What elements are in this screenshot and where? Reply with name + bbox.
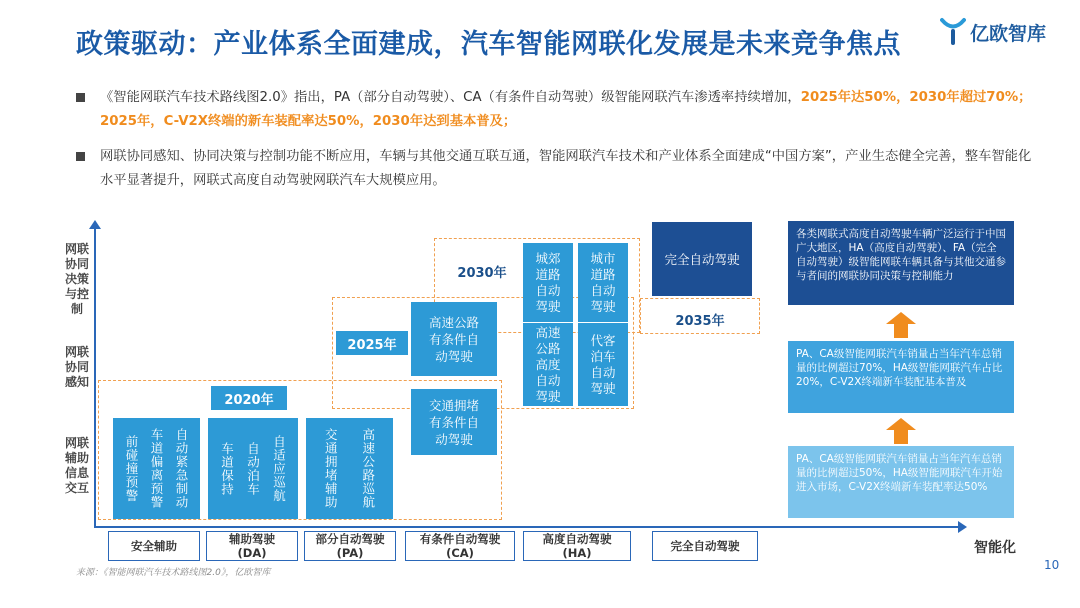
logo-icon (940, 17, 966, 47)
bullet-1 (100, 86, 1040, 134)
source-note: 来源：《智能网联汽车技术路线图2.0》，亿欧智库 (76, 568, 271, 578)
feature-ha-highway-label: 高速公路高度自动驾驶 (535, 324, 561, 404)
bullet-marker (76, 93, 85, 102)
bullet-1-highlight: 2025年达50%，2030年超过70%；2025年，C-V2X终端的新车装配率达50%，2030年达到基本普及； (100, 90, 1032, 129)
page-title: 政策驱动：产业体系全面建成，汽车智能网联化发展是未来竞争焦点 (76, 29, 901, 60)
year-2030: 2030年 (446, 259, 518, 283)
level-da (206, 531, 298, 561)
level-pa (304, 531, 396, 561)
feature-auto-park: 自动泊车 (245, 441, 261, 496)
level-full-auto (652, 531, 758, 561)
up-arrow-icon (886, 418, 916, 444)
y-axis-arrow-icon (89, 220, 101, 229)
feature-highway-cruise: 高速公路巡航 (360, 428, 376, 509)
up-arrow-icon (886, 312, 916, 338)
milestone-2035-box: 各类网联式高度自动驾驶车辆广泛运行于中国广大地区，HA（高度自动驾驶）、FA（完全自动驾驶）级智能网联车辆具备与其他交通参与者间的网联协同决策与控制能力 (788, 221, 1014, 305)
feature-ca-traffic-jam-label: 交通拥堵有条件自动驾驶 (428, 397, 479, 447)
feature-ha-city-label: 城市道路自动驾驶 (590, 250, 616, 314)
milestone-2030-box: PA、CA级智能网联汽车销量占当年汽车总销量的比例超过70%，HA级智能网联汽车占比20%，C-V2X终端新车装配基本普及 (788, 341, 1014, 413)
level-pa-code: (PA) (336, 546, 364, 560)
x-axis-label: 智能化 (974, 540, 1016, 556)
bullet-2-text: 网联协同感知、协同决策与控制功能不断应用，车辆与其他交通互联互通，智能网联汽车技术和产业体系全面建成“中国方案”，产业生态健全完善，整车智能化水平显著提升，网联式高度自动驾驶网联汽车大规模应用。 (100, 149, 1032, 188)
level-safety-assist-label: 安全辅助 (131, 539, 177, 553)
level-safety-assist (108, 531, 200, 561)
feature-lane-departure: 车道偏离预警 (149, 428, 164, 509)
feature-lane-keep: 车道保持 (219, 441, 235, 496)
level-da-label: 辅助驾驶 (229, 532, 275, 546)
level-ca-label: 有条件自动驾驶 (419, 532, 501, 546)
feature-forward-collision: 前碰撞预警 (124, 434, 139, 503)
level-ha-code: (HA) (562, 546, 592, 560)
feature-ca-highway (411, 302, 497, 376)
level-ha (523, 531, 631, 561)
level-ha-label: 高度自动驾驶 (542, 532, 612, 546)
y-label-decision: 网联协同决策与控制 (64, 242, 89, 316)
feature-ha-suburban (523, 243, 573, 322)
page-number: 10 (1044, 558, 1060, 572)
level-ca-code: (CA) (446, 546, 474, 560)
feature-ca-traffic-jam (411, 389, 497, 455)
x-axis-arrow-icon (958, 521, 967, 533)
feature-pa (306, 418, 393, 519)
logo-text: 亿欧智库 (970, 22, 1047, 45)
year-2020: 2020年 (211, 386, 287, 410)
year-2035: 2035年 (664, 307, 736, 331)
feature-ca-highway-label: 高速公路有条件自动驾驶 (428, 314, 479, 364)
level-pa-label: 部分自动驾驶 (315, 532, 385, 546)
bullet-2 (100, 145, 1035, 193)
x-axis (94, 526, 960, 528)
feature-ha-valet-label: 代客泊车自动驾驶 (590, 332, 616, 396)
feature-safety-assist (113, 418, 200, 519)
feature-ha-valet (578, 323, 628, 406)
y-label-perception: 网联协同感知 (64, 345, 89, 389)
bullet-marker (76, 152, 85, 161)
milestone-2025-box: PA、CA级智能网联汽车销量占当年汽车总销量的比例超过50%，HA级智能网联汽车开始进入市场，C-V2X终端新车装配率达50% (788, 446, 1014, 518)
feature-aeb: 自动紧急制动 (174, 428, 189, 509)
brand-logo (940, 16, 1060, 48)
feature-ha-city (578, 243, 628, 322)
bullet-1-text: 《智能网联汽车技术路线图2.0》指出，PA（部分自动驾驶）、CA（有条件自动驾驶）级智能网联汽车渗透率持续增加， (100, 90, 801, 105)
level-da-code: (DA) (237, 546, 267, 560)
y-label-info: 网联辅助信息交互 (64, 436, 89, 495)
feature-ha-highway (523, 323, 573, 406)
year-2025: 2025年 (336, 331, 408, 355)
feature-traffic-jam-assist: 交通拥堵辅助 (323, 428, 339, 509)
feature-full-auto: 完全自动驾驶 (652, 222, 752, 296)
level-full-auto-label: 完全自动驾驶 (670, 539, 740, 553)
feature-ha-suburban-label: 城郊道路自动驾驶 (535, 250, 561, 314)
feature-da (208, 418, 298, 519)
level-ca (405, 531, 515, 561)
feature-acc: 自适应巡航 (271, 434, 287, 503)
y-axis (94, 226, 96, 527)
